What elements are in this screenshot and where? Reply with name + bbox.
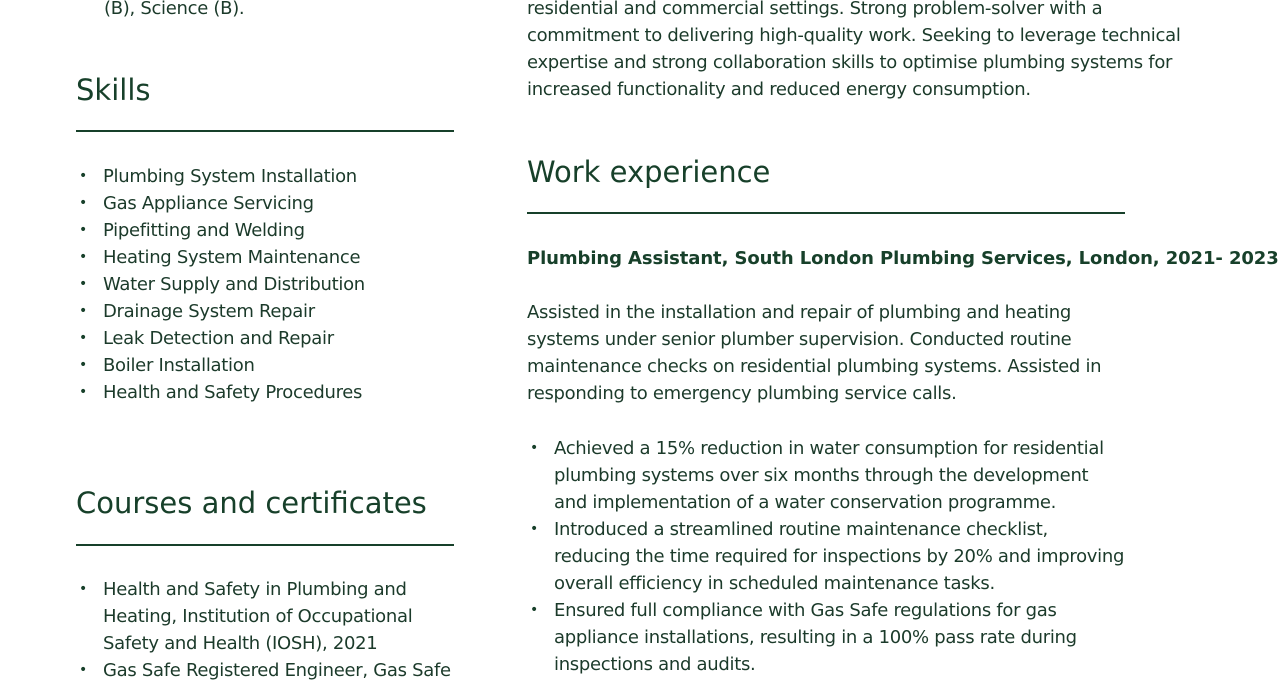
summary-line: increased functionality and reduced energy consumption.: [527, 79, 1031, 100]
job-description: Assisted in the installation and repair of plumbing and heating systems under senior plumber supervision. Conducted routine maintenance checks on residential plumbing systems. Assisted in responding to emergency plumbing service calls.: [527, 302, 1102, 404]
skills-heading: Skills: [76, 73, 151, 107]
job-title: Plumbing Assistant, South London Plumbing Services, London, 2021- 2023: [527, 248, 1279, 269]
list-item: • Health and Safety Procedures: [76, 379, 454, 406]
list-item: • Heating System Maintenance: [76, 244, 454, 271]
list-item: • Gas Safe Registered Engineer, Gas Safe: [76, 657, 454, 684]
list-item: • Health and Safety in Plumbing and Heating, Institution of Occupational Safety and Health (IOSH), 2021: [76, 576, 454, 657]
courses-heading: Courses and certificates: [76, 486, 427, 520]
summary-line: expertise and strong collaboration skills to optimise plumbing systems for: [527, 52, 1173, 73]
skills-divider: [76, 130, 454, 132]
summary-line: commitment to delivering high-quality work. Seeking to leverage technical: [527, 25, 1181, 46]
list-item: • Ensured full compliance with Gas Safe regulations for gas appliance installations, resulting in a 100% pass rate during inspections and audits.: [527, 597, 1125, 678]
education-tail-text: (B), Science (B).: [104, 0, 245, 19]
list-item: • Leak Detection and Repair: [76, 325, 454, 352]
list-item: • Pipefitting and Welding: [76, 217, 454, 244]
achievements-list: [527, 435, 1125, 678]
courses-divider: [76, 544, 454, 546]
summary-paragraph: [527, 0, 1181, 103]
list-item: • Boiler Installation: [76, 352, 454, 379]
list-item: • Water Supply and Distribution: [76, 271, 454, 298]
list-item: • Drainage System Repair: [76, 298, 454, 325]
list-item: • Achieved a 15% reduction in water consumption for residential plumbing systems over six months through the development and implementation of a water conservation programme.: [527, 435, 1125, 516]
list-item: • Plumbing System Installation: [76, 163, 454, 190]
summary-line: residential and commercial settings. Strong problem-solver with a: [527, 0, 1103, 19]
courses-list: [76, 576, 454, 684]
work-experience-divider: [527, 212, 1125, 214]
list-item: • Gas Appliance Servicing: [76, 190, 454, 217]
work-experience-heading: Work experience: [527, 155, 771, 189]
skills-list: [76, 163, 454, 406]
list-item: • Introduced a streamlined routine maintenance checklist, reducing the time required for inspections by 20% and improving overall efficiency in scheduled maintenance tasks.: [527, 516, 1125, 597]
